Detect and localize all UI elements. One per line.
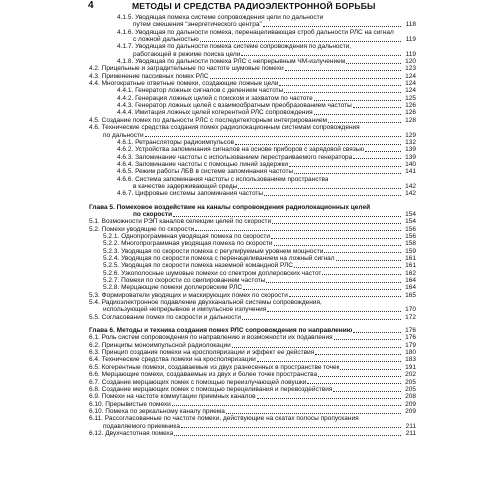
toc-entry: [89, 240, 416, 247]
toc-dot-leader: [334, 339, 401, 340]
toc-page-number: 162: [405, 269, 416, 277]
toc-page-number: 211: [405, 429, 416, 437]
toc-entry: [89, 349, 416, 356]
toc-entry: [89, 292, 416, 299]
toc-entry-title: 4.5. Создание помех по дальности РЛС с последетекторным интегрированием: [89, 116, 327, 124]
toc-entry-title: 4.4.3. Генератор ложных целей с взаимообратным преобразованием частоты: [117, 102, 352, 110]
toc-dot-leader: [274, 245, 401, 246]
toc-entry-title: 6.1. Роль систем сопровождения по направлению и возможности их подавления: [89, 334, 333, 342]
toc-entry-title: 6.7. Создание мерцающих помех с помощью переизлучающей ловушки: [89, 378, 307, 386]
toc-page-number: 139: [405, 146, 416, 154]
toc-entry: [89, 87, 416, 94]
toc-entry: [89, 386, 416, 393]
toc-dot-leader: [285, 70, 401, 71]
toc-entry: [89, 327, 416, 334]
toc-page-number: 165: [405, 291, 416, 299]
toc-entry-title: 6.2. Принципы моноимпульсной радиолокации: [89, 341, 231, 349]
toc-dot-leader: [284, 92, 401, 93]
toc-entry: [89, 306, 416, 313]
toc-entry: [89, 73, 416, 80]
toc-entry: [89, 379, 416, 386]
toc-entry: [89, 183, 416, 190]
toc-page-number: 132: [405, 138, 416, 146]
toc-page-number: 124: [405, 72, 416, 80]
toc-dot-leader: [328, 122, 401, 123]
toc-entry: [89, 218, 416, 225]
toc-entry-title: 6.10. Прерывистые помехи: [89, 400, 171, 408]
toc-entry-title: 6.4. Технические средства помехи на кросполяризации: [89, 356, 256, 364]
toc-dot-leader: [314, 100, 401, 101]
toc-entry: [89, 65, 416, 72]
toc-dot-leader: [353, 332, 401, 333]
toc-dot-leader: [271, 238, 401, 239]
toc-entry-title: 4.1.7. Уводящая по дальности помеха системе сопровождения по дальности,: [117, 43, 352, 51]
toc-entry: [89, 233, 416, 240]
toc-entry: [89, 109, 416, 116]
toc-entry-title: в качестве задерживающей среды: [133, 182, 238, 190]
toc-entry: [89, 14, 416, 21]
toc-page-number: 120: [405, 58, 416, 66]
toc-dot-leader: [318, 376, 401, 377]
toc-dot-leader: [226, 413, 401, 414]
toc-entry: [89, 211, 416, 218]
toc-entry: [89, 415, 416, 422]
toc-entry-title: 4.3. Применение пассивных помех РЛС: [89, 72, 209, 80]
toc-page-number: 129: [405, 131, 416, 139]
toc-entry-title: 4.4.4. Имитация ложных целей когерентной РЛС сопровождения: [117, 109, 313, 117]
toc-page-number: 183: [405, 356, 416, 364]
toc-dot-leader: [289, 296, 401, 297]
toc-entry: [89, 248, 416, 255]
toc-entry: [89, 154, 416, 161]
toc-entry: [89, 356, 416, 363]
toc-page-number: 209: [405, 400, 416, 408]
toc-dot-leader: [235, 144, 401, 145]
toc-entry-title: 4.4. Многократные ответные помехи, создающие ложные цели: [89, 80, 279, 88]
toc-entry: [89, 168, 416, 175]
toc-page-number: 119: [405, 36, 416, 44]
running-title: МЕТОДЫ И СРЕДСТВА РАДИОЭЛЕКТРОННОЙ БОРЬБЫ: [132, 1, 376, 11]
toc-page-number: 205: [405, 378, 416, 386]
toc-page-number: 154: [405, 210, 416, 218]
toc-page-number: 156: [405, 225, 416, 233]
toc-entry-title: 4.4.1. Генератор ложных сигналов с делением частоты: [117, 87, 284, 95]
toc-dot-leader: [145, 136, 401, 137]
toc-dot-leader: [314, 114, 401, 115]
toc-entry: [89, 146, 416, 153]
toc-dot-leader: [232, 347, 401, 348]
toc-dot-leader: [346, 63, 401, 64]
toc-entry-title: по дальности: [103, 131, 144, 139]
toc-page-number: 172: [405, 313, 416, 321]
toc-dot-leader: [263, 26, 401, 27]
toc-page-number: 211: [405, 422, 416, 430]
toc-entry: [89, 51, 416, 58]
toc-dot-leader: [200, 41, 401, 42]
toc-entry-title: 5.2.6. Узкополосные шумовые помехи со спектром доплеровских частот: [103, 269, 322, 277]
toc-dot-leader: [195, 230, 401, 231]
toc-page-number: 161: [405, 255, 416, 262]
toc-entry: [89, 430, 416, 437]
toc-entry-title: 5.5. Согласование помех по скорости и дальности: [89, 313, 242, 321]
toc-entry: [89, 21, 416, 28]
toc-dot-leader: [173, 216, 401, 217]
toc-entry: [89, 401, 416, 408]
toc-dot-leader: [172, 405, 401, 406]
toc-dot-leader: [294, 173, 401, 174]
toc-page-number: 124: [405, 87, 416, 95]
toc-entry-title: 4.1.8. Уводящая по дальности помеха РЛС с непрерывным ЧМ-излучением: [117, 58, 346, 66]
toc-dot-leader: [353, 158, 401, 159]
toc-entry-title: 5.2.5. Уводящая по скорости помеха наземной командной РЛС: [103, 262, 293, 270]
toc-entry: [89, 342, 416, 349]
toc-page-number: 180: [405, 349, 416, 357]
toc-page-number: 159: [405, 247, 416, 255]
toc-dot-leader: [257, 398, 401, 399]
toc-entry-title: 6.8. Создание мерцающих помех с помощью перецеливания и перевоздействия: [89, 385, 333, 393]
toc-entry-title: 6.10. Помеха по зеркальному каналу приема: [89, 407, 225, 415]
toc-entry: [89, 255, 416, 262]
toc-entry-title: 4.4.2. Генерация ложных целей с поиском и захватом по частоте: [117, 94, 313, 102]
toc-page-number: 154: [405, 218, 416, 226]
toc-page-number: 158: [405, 240, 416, 248]
toc-dot-leader: [266, 282, 401, 283]
toc-dot-leader: [289, 166, 401, 167]
toc-entry-title: путем смешения "энергетического центра": [133, 21, 262, 29]
toc-dot-leader: [333, 391, 401, 392]
toc-entry: [89, 58, 416, 65]
toc-dot-leader: [241, 55, 401, 56]
toc-entry: [89, 139, 416, 146]
toc-entry-title: 6.9. Помехи на частоте коммутации приемных каналов: [89, 393, 256, 401]
table-of-contents: [89, 14, 416, 437]
toc-entry: [89, 124, 416, 131]
toc-page-number: 140: [405, 160, 416, 168]
toc-entry: [89, 393, 416, 400]
toc-entry-title: 5.2.1. Однопрограммная уводящая помеха по скорости: [103, 232, 270, 240]
toc-entry: [89, 43, 416, 50]
toc-page-number: 176: [405, 327, 416, 335]
toc-entry-title: 4.6. Технические средства создания помех радиолокационным системам сопровождения: [89, 124, 360, 132]
toc-dot-leader: [272, 223, 401, 224]
toc-entry: [89, 334, 416, 341]
toc-entry-title: использующей непрерывное и импульсное излучения: [103, 306, 267, 314]
toc-entry-title: подавляемого приемника: [103, 422, 181, 430]
toc-page-number: 141: [405, 168, 416, 176]
toc-dot-leader: [174, 435, 401, 436]
toc-page-number: 205: [405, 385, 416, 393]
toc-page-number: 164: [405, 277, 416, 285]
toc-entry: [89, 277, 416, 284]
toc-page-number: 176: [405, 334, 416, 342]
toc-entry: [89, 102, 416, 109]
toc-entry: [89, 132, 416, 139]
toc-entry-title: 6.12. Двухчастотная помеха: [89, 429, 174, 437]
toc-entry: [89, 176, 416, 183]
toc-entry-title: 6.5. Когерентные помехи, создаваемые из двух разнесенных в пространстве точек: [89, 363, 340, 371]
toc-page-number: 170: [405, 306, 416, 314]
toc-entry-title: 5.2.4. Уводящая по скорости помеха с перенацеливанием на ложный сигнал: [103, 255, 335, 262]
toc-page-number: 124: [405, 80, 416, 88]
toc-entry: [89, 423, 416, 430]
toc-entry-title: 6.3. Принцип создания помехи на кросполяризации и эффект ее действия: [89, 349, 315, 357]
toc-entry-title: 5.4. Радиоэлектронное подавление двухканальной системы сопровождения,: [89, 299, 322, 307]
toc-page-number: 208: [405, 393, 416, 401]
toc-entry-title: 4.6.3. Запоминание частоты с использованием перестраиваемого генератора: [117, 153, 353, 161]
toc-page-number: 209: [405, 407, 416, 415]
toc-entry: [89, 95, 416, 102]
toc-page-number: 125: [405, 94, 416, 102]
toc-entry-title: 4.6.2. Устройства запоминания сигналов на основе приборов с зарядовой связью: [117, 146, 365, 154]
toc-entry-title: 5.2. Помехи уводящие по скорости: [89, 225, 195, 233]
toc-dot-leader: [315, 354, 401, 355]
toc-entry-title: 4.2. Прицельные и заградительные по частоте шумовые помехи: [89, 65, 284, 73]
toc-entry: [89, 270, 416, 277]
toc-page-number: 179: [405, 341, 416, 349]
toc-page-number: 128: [405, 116, 416, 124]
toc-dot-leader: [279, 85, 401, 86]
toc-page-number: 161: [405, 262, 416, 270]
toc-dot-leader: [238, 188, 401, 189]
toc-entry: [89, 314, 416, 321]
page-number: 4: [88, 0, 94, 11]
toc-entry: [89, 190, 416, 197]
toc-entry: [89, 29, 416, 36]
toc-dot-leader: [365, 151, 401, 152]
toc-dot-leader: [210, 78, 401, 79]
toc-page-number: 126: [405, 109, 416, 117]
page-header: [0, 0, 500, 13]
toc-entry: [89, 80, 416, 87]
toc-dot-leader: [294, 267, 401, 268]
toc-entry-title: Глава 6. Методы и техника создания помех РЛС сопровождения по направлению: [89, 327, 353, 335]
toc-entry-title: Глава 5. Помеховое воздействие на каналы сопровождения радиолокационных целей: [89, 203, 371, 211]
toc-page-number: 164: [405, 284, 416, 292]
toc-entry-title: 4.6.6. Система запоминания частоты с использованием пространства: [117, 175, 329, 183]
toc-entry: [89, 226, 416, 233]
toc-entry-title: 6.11. Рассогласованные по частоте помехи, действующие на скатах полосы пропускания: [89, 415, 359, 423]
toc-entry-title: 5.2.3. Уводящая по скорости помеха с регулируемым уровнем мощности: [103, 247, 324, 255]
toc-entry-title: 6.6. Мерцающие помехи, создаваемые из двух и более точек пространства: [89, 371, 318, 379]
toc-page-number: 119: [405, 50, 416, 58]
toc-page-number: 118: [405, 21, 416, 29]
toc-entry: [89, 284, 416, 291]
toc-entry: [89, 161, 416, 168]
toc-entry-title: 4.6.4. Запоминание частоты с помощью линий задержки: [117, 160, 288, 168]
toc-entry-title: 5.2.7. Помехи по скорости со свипированием частоты: [103, 277, 266, 285]
toc-page-number: 142: [405, 190, 416, 198]
toc-dot-leader: [243, 289, 401, 290]
toc-entry-title: с ложной дальностью: [133, 36, 199, 44]
toc-entry-title: по скорости: [133, 210, 173, 218]
toc-dot-leader: [267, 311, 401, 312]
toc-entry: [89, 36, 416, 43]
toc-dot-leader: [242, 319, 401, 320]
toc-entry-title: 5.2.2. Многопрограммная уводящая помеха по скорости: [103, 240, 273, 248]
toc-entry-title: 4.6.7. Цифровые системы запоминания частоты: [117, 190, 264, 198]
toc-entry-title: 5.2.8. Мерцающие помехи доплеровским РЛС: [103, 284, 243, 292]
toc-entry-title: работающей в режиме поиска цели: [133, 50, 241, 58]
toc-page-number: 123: [405, 65, 416, 73]
toc-dot-leader: [353, 107, 401, 108]
toc-entry: [89, 204, 416, 211]
toc-entry: [89, 117, 416, 124]
toc-entry-title: 4.1.5. Уводящая помеха системе сопровождения цели по дальности: [117, 14, 324, 21]
toc-dot-leader: [340, 369, 401, 370]
toc-dot-leader: [336, 260, 402, 261]
toc-entry: [89, 408, 416, 415]
toc-dot-leader: [324, 252, 401, 253]
toc-dot-leader: [307, 383, 401, 384]
toc-page-number: 142: [405, 182, 416, 190]
toc-entry: [89, 299, 416, 306]
toc-dot-leader: [322, 274, 401, 275]
toc-page-number: 126: [405, 102, 416, 110]
toc-entry-title: 4.6.1. Ретрансляторы радиоимпульсов: [117, 138, 235, 146]
toc-entry-title: 4.1.6. Уводящая по дальности помеха, перенацеливающая строб дальности РЛС на сигнал: [117, 28, 394, 36]
toc-page-number: 202: [405, 371, 416, 379]
toc-entry: [89, 364, 416, 371]
toc-entry: [89, 262, 416, 269]
toc-dot-leader: [257, 361, 401, 362]
toc-entry-title: 5.3. Формирователи уводящих и маскирующих помех по скорости: [89, 291, 288, 299]
toc-entry-title: 5.1. Возможности РЭП каналов селекции целей по скорости: [89, 218, 272, 226]
toc-entry-title: 4.6.5. Режим работы ЛБВ в системе запоминания частоты: [117, 168, 294, 176]
toc-entry: [89, 371, 416, 378]
toc-dot-leader: [264, 195, 401, 196]
toc-page-number: 156: [405, 232, 416, 240]
toc-dot-leader: [181, 427, 401, 428]
toc-page-number: 191: [405, 363, 416, 371]
toc-page-number: 139: [405, 153, 416, 161]
